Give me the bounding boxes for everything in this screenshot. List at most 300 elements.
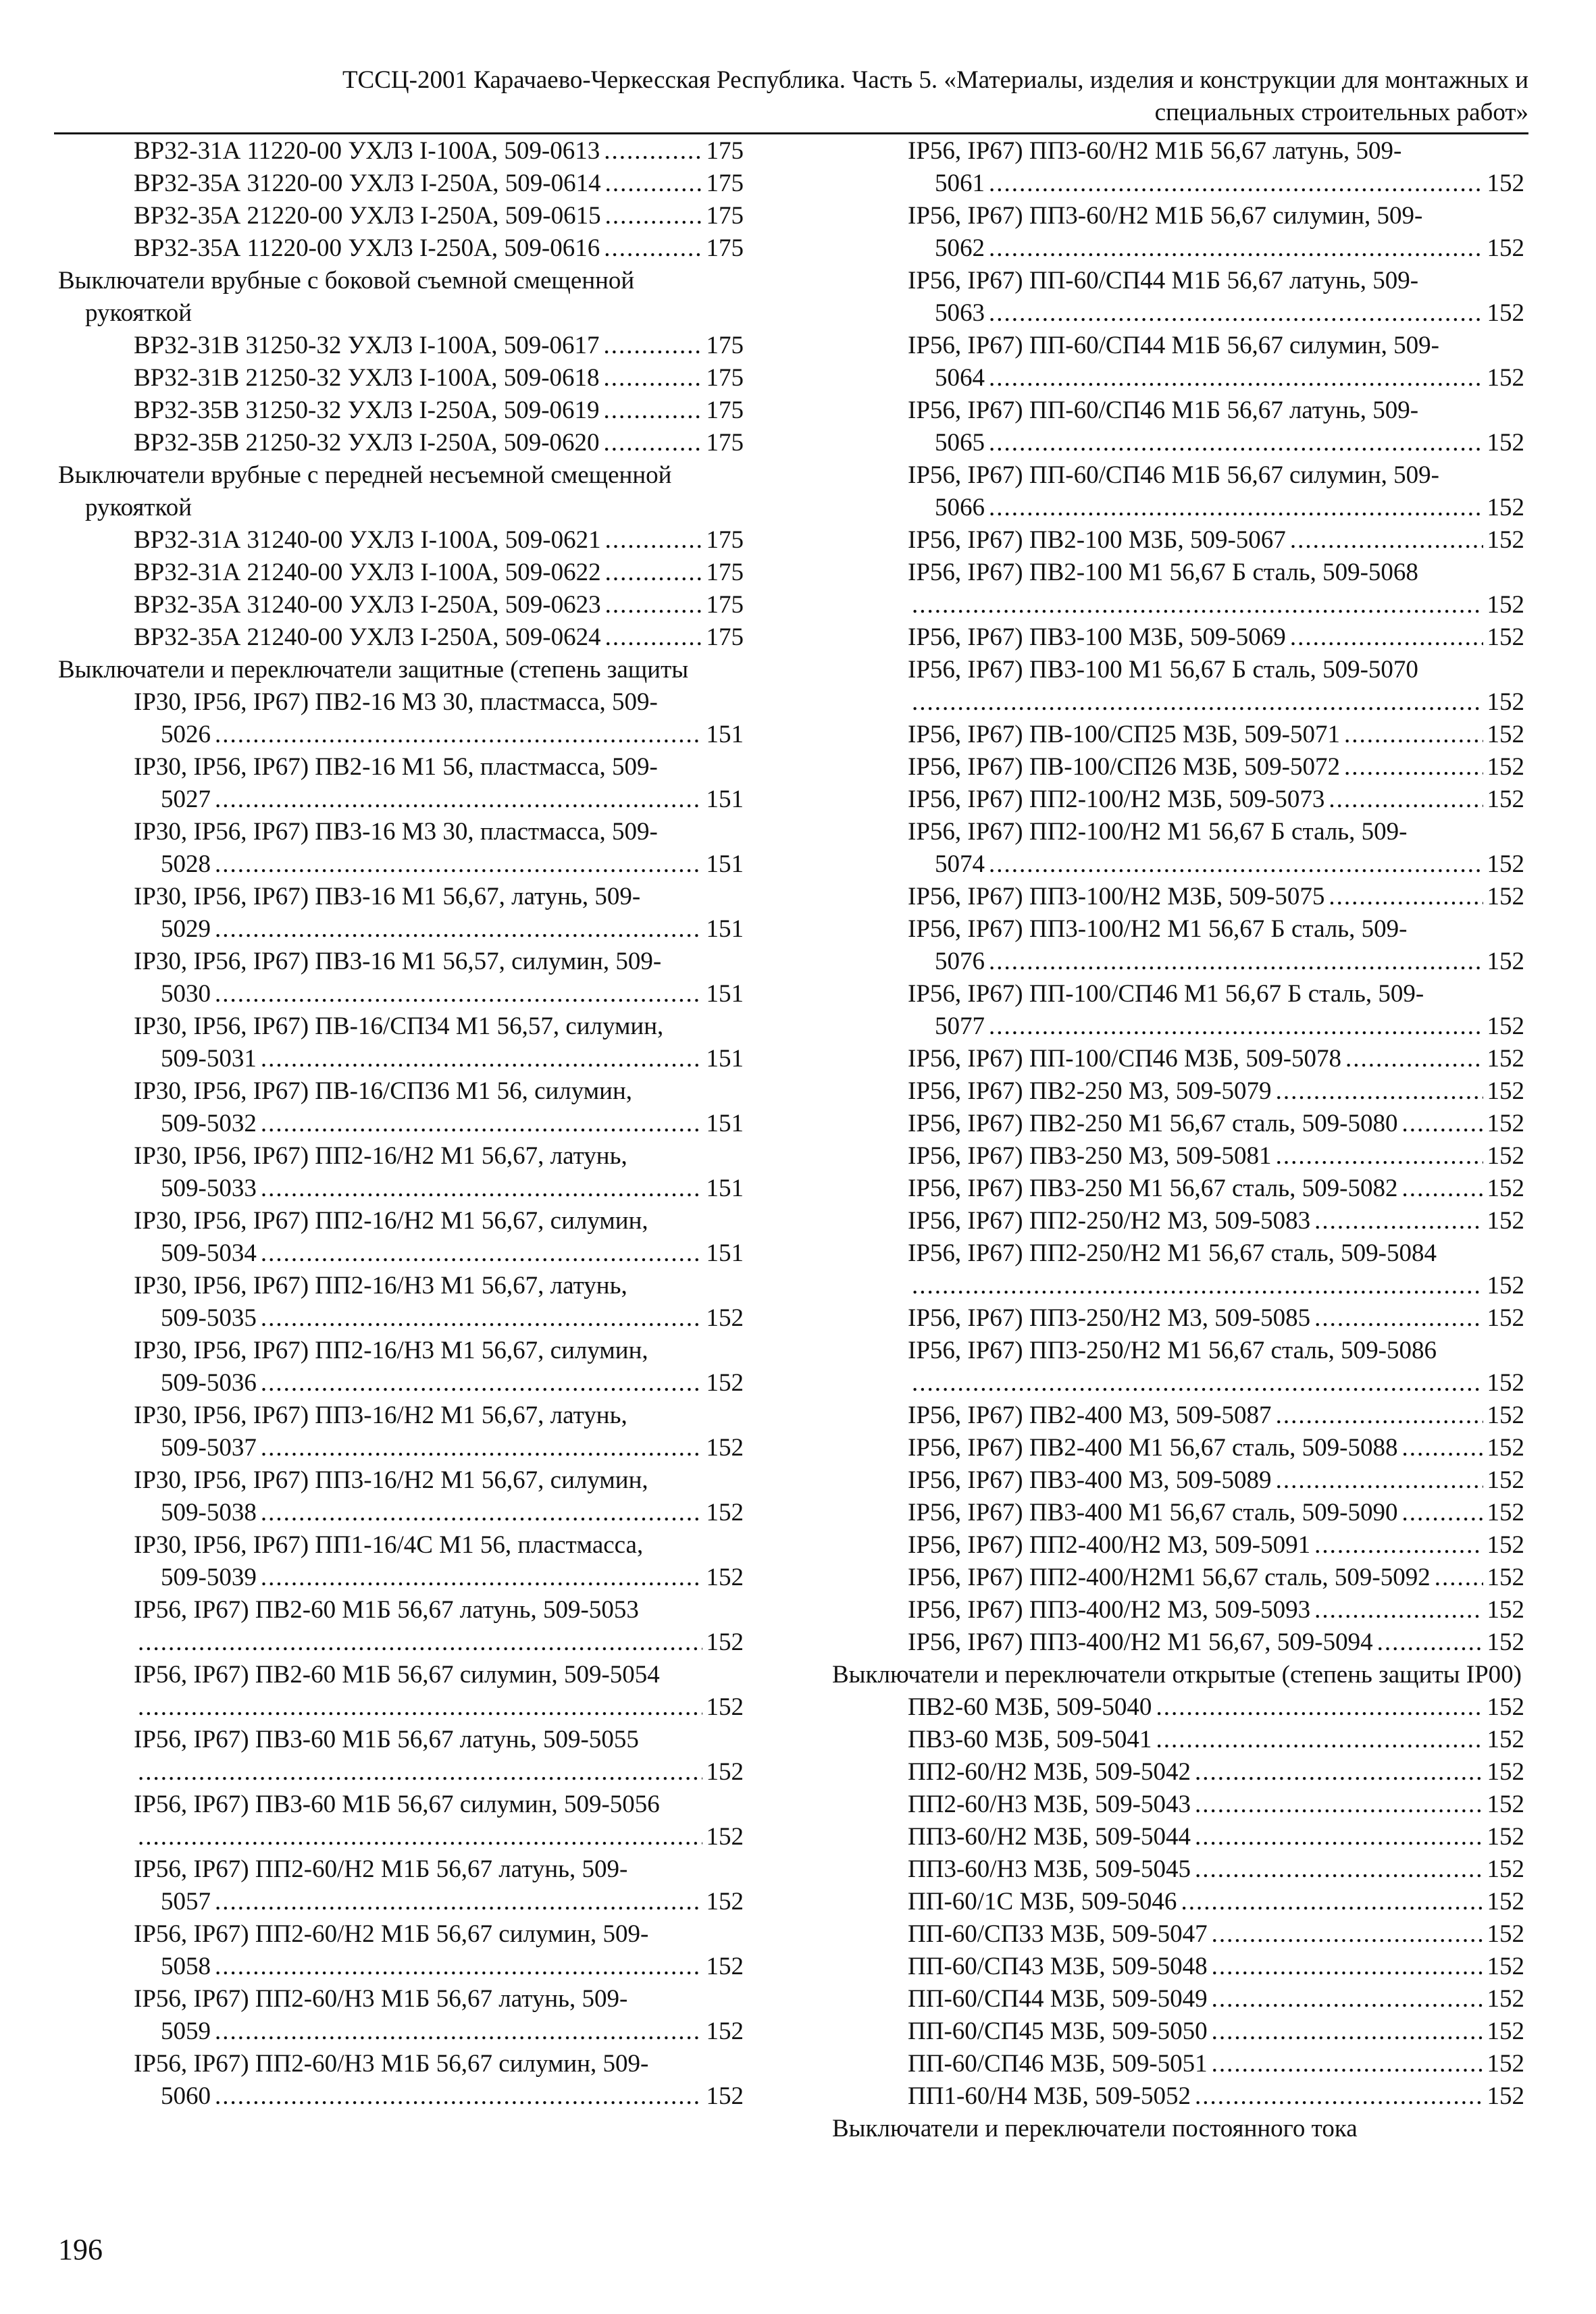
dot-leader [1377, 1626, 1483, 1659]
dot-leader [1290, 621, 1483, 654]
index-entry [58, 686, 744, 751]
index-entry [832, 1724, 1524, 1756]
index-entry-text: ВР32-35А 11220-00 УХЛ3 I-250А, 509-0616 [134, 234, 600, 262]
page-reference: 151 [706, 915, 744, 943]
index-entry [832, 1756, 1524, 1789]
index-entry-text: IP56, IP67) ПП-60/СП44 М1Б 56,67 латунь, 509- [908, 267, 1419, 294]
dot-leader [1344, 751, 1483, 783]
dot-leader [605, 621, 702, 654]
dot-leader [1181, 1886, 1483, 1918]
index-entry-text: IP30, IP56, IP67) ПВ2-16 М3 30, пластмасса, 509- [134, 688, 658, 716]
index-entry [58, 1010, 744, 1075]
page-reference: 152 [1487, 1953, 1524, 1980]
index-entry [832, 621, 1524, 654]
page-reference: 175 [706, 332, 744, 359]
index-entry-text: IP56, IP67) ПП-60/СП46 М1Б 56,67 силумин, 509- [908, 461, 1439, 489]
page-reference: 152 [1487, 1012, 1524, 1040]
page-reference: 152 [1487, 429, 1524, 457]
index-entry-line [908, 1205, 1524, 1237]
index-entry [832, 557, 1524, 621]
index-entry-text: IP56, IP67) ПВ2-60 М1Б 56,67 силумин, 509-5054 [134, 1661, 660, 1689]
index-entry-text: IP30, IP56, IP67) ПП2-16/Н2 М1 56,67, силумин, [134, 1207, 648, 1235]
index-entry [832, 1821, 1524, 1853]
page-reference: 152 [1487, 526, 1524, 554]
page-reference: 152 [1487, 753, 1524, 781]
index-entry-line [908, 1302, 1524, 1335]
index-entry-text: ВР32-31В 31250-32 УХЛ3 I-100А, 509-0617 [134, 332, 600, 359]
index-entry-text: ВР32-35В 31250-32 УХЛ3 I-250А, 509-0619 [134, 396, 600, 424]
index-entry [58, 524, 744, 557]
index-entry-line [908, 719, 1524, 751]
index-entry [832, 881, 1524, 913]
page-reference: 152 [706, 1758, 744, 1786]
index-entry [58, 557, 744, 589]
index-entry-text: IP56, IP67) ПВ3-60 М1Б 56,67 латунь, 509-5055 [134, 1726, 639, 1753]
index-entry-text: 5060 [161, 2082, 211, 2110]
dot-leader [1276, 1140, 1483, 1173]
index-entry [58, 816, 744, 881]
index-entry-line [908, 1853, 1524, 1886]
index-entry [832, 1399, 1524, 1432]
index-entry [58, 589, 744, 621]
dot-leader [604, 330, 702, 362]
page-reference: 175 [706, 429, 744, 457]
index-entry-text: ВР32-31А 11220-00 УХЛ3 I-100А, 509-0613 [134, 137, 600, 165]
index-entry-text: IP56, IP67) ПП2-100/Н2 М1 56,67 Б сталь, 509- [908, 818, 1408, 846]
index-entry-line [908, 1173, 1524, 1205]
dot-leader [1212, 1983, 1483, 2015]
index-entry [832, 783, 1524, 816]
index-entry [832, 394, 1524, 459]
index-entry-text: ПП-60/СП45 М3Б, 509-5050 [908, 2017, 1208, 2045]
index-entry [58, 394, 744, 427]
dot-leader [604, 427, 702, 459]
dot-leader [1435, 1562, 1483, 1594]
page-reference: 152 [706, 1369, 744, 1397]
index-entry [58, 1918, 744, 1983]
running-header-line-2: специальных строительных работ» [1154, 99, 1528, 126]
index-entry-line [908, 1140, 1524, 1173]
index-entry-line [908, 1821, 1524, 1853]
index-entry [832, 1626, 1524, 1659]
index-entry [58, 362, 744, 394]
index-entry-line [134, 2080, 744, 2113]
index-entry-line [134, 1497, 744, 1529]
dot-leader [604, 362, 702, 394]
index-entry [832, 1497, 1524, 1529]
index-entry [58, 1529, 744, 1594]
dot-leader [215, 913, 702, 946]
index-entry-line [134, 621, 744, 654]
page-reference: 152 [1487, 1823, 1524, 1851]
index-entry-line [908, 2015, 1524, 2048]
index-entry-line [134, 719, 744, 751]
index-entry-line [908, 1270, 1524, 1302]
dot-leader [1195, 1756, 1483, 1789]
page-reference: 152 [1487, 1142, 1524, 1170]
page-reference: 151 [706, 1175, 744, 1202]
index-entry-text: ПП-60/1С М3Б, 509-5046 [908, 1888, 1177, 1916]
index-entry-line [908, 751, 1524, 783]
page-reference: 175 [706, 202, 744, 230]
index-entry-line [134, 783, 744, 816]
index-entry [832, 719, 1524, 751]
dot-leader [1401, 1108, 1483, 1140]
dot-leader [215, 719, 702, 751]
index-entry-text: ВР32-35В 21250-32 УХЛ3 I-250А, 509-0620 [134, 429, 600, 457]
page-reference: 152 [1487, 494, 1524, 521]
index-entry-line [908, 783, 1524, 816]
index-entry [832, 654, 1524, 719]
index-entry-text: IP56, IP67) ПП-100/СП46 М3Б, 509-5078 [908, 1045, 1342, 1073]
index-entry-text: IP30, IP56, IP67) ПП2-16/Н3 М1 56,67, силумин, [134, 1337, 648, 1364]
index-entry [832, 1529, 1524, 1562]
index-entry-text: 5029 [161, 915, 211, 943]
index-entry-text: IP56, IP67) ПП-60/СП46 М1Б 56,67 латунь, 509- [908, 396, 1419, 424]
page-reference: 152 [1487, 1499, 1524, 1526]
index-entry-text: 509-5038 [161, 1499, 257, 1526]
dot-leader [605, 524, 702, 557]
index-entry [832, 1205, 1524, 1237]
index-entry-text: IP56, IP67) ПВ2-250 М1 56,67 сталь, 509-5080 [908, 1110, 1398, 1137]
page-reference: 152 [1487, 2082, 1524, 2110]
page-reference: 152 [1487, 1466, 1524, 1494]
page-reference: 175 [706, 234, 744, 262]
index-entry-text: 509-5034 [161, 1239, 257, 1267]
index-entry [832, 751, 1524, 783]
index-entry-text: 509-5032 [161, 1110, 257, 1137]
index-entry [58, 1659, 744, 1724]
page-reference: 152 [1487, 1077, 1524, 1105]
page-reference: 152 [1487, 623, 1524, 651]
dot-leader [912, 589, 1483, 621]
index-entry-text: ПП-60/СП33 М3Б, 509-5047 [908, 1920, 1208, 1948]
page-reference: 175 [706, 623, 744, 651]
dot-leader [215, 783, 702, 816]
index-entry-line [908, 621, 1524, 654]
index-entry-text: ПП-60/СП44 М3Б, 509-5049 [908, 1985, 1208, 2013]
index-entry [832, 1302, 1524, 1335]
page-reference: 152 [706, 1499, 744, 1526]
page-reference: 152 [1487, 1045, 1524, 1073]
index-entry [832, 2048, 1524, 2080]
dot-leader [138, 1691, 702, 1724]
index-column-left [58, 135, 744, 2113]
dot-leader [261, 1562, 702, 1594]
index-entry-text: 5030 [161, 980, 211, 1008]
page-reference: 151 [706, 1045, 744, 1073]
index-entry-text: 509-5031 [161, 1045, 257, 1073]
index-entry-text: IP56, IP67) ПП-100/СП46 М1 56,67 Б сталь, 509- [908, 980, 1424, 1008]
index-entry [832, 330, 1524, 394]
index-entry-text: IP56, IP67) ПП2-400/Н2М1 56,67 сталь, 509-5092 [908, 1564, 1431, 1591]
dot-leader [1212, 1951, 1483, 1983]
page-reference: 175 [706, 559, 744, 586]
index-entry-text: ПП1-60/Н4 М3Б, 509-5052 [908, 2082, 1191, 2110]
page-reference: 152 [1487, 1175, 1524, 1202]
index-entry-line [908, 1562, 1524, 1594]
dot-leader [605, 557, 702, 589]
page-reference: 152 [706, 1628, 744, 1656]
index-entry-text: IP30, IP56, IP67) ПВ-16/СП36 М1 56, силумин, [134, 1077, 633, 1105]
index-entry [58, 1335, 744, 1399]
index-entry-line [134, 200, 744, 232]
index-entry-line [908, 1691, 1524, 1724]
dot-leader [1276, 1464, 1483, 1497]
index-entry-text: IP56, IP67) ПВ3-100 М1 56,67 Б сталь, 509-5070 [908, 656, 1418, 684]
index-entry-text: 5063 [935, 299, 985, 327]
page-reference: 152 [1487, 786, 1524, 813]
index-entry-text: IP30, IP56, IP67) ПВ3-16 М1 56,67, латунь, 509- [134, 883, 641, 910]
dot-leader [989, 362, 1483, 394]
index-entry-line [134, 524, 744, 557]
index-entry-line [908, 1108, 1524, 1140]
index-entry-line [908, 1626, 1524, 1659]
page-reference: 152 [1487, 1110, 1524, 1137]
dot-leader [1195, 1821, 1483, 1853]
dot-leader [1212, 2015, 1483, 2048]
page-number: 196 [58, 2233, 103, 2266]
index-entry [832, 1075, 1524, 1108]
index-entry-text: ВР32-35А 31240-00 УХЛ3 I-250А, 509-0623 [134, 591, 601, 619]
dot-leader [1195, 2080, 1483, 2113]
index-entry-text: IP56, IP67) ПВ3-400 М3, 509-5089 [908, 1466, 1272, 1494]
index-entry-line [134, 232, 744, 265]
dot-leader [215, 848, 702, 881]
index-entry-line [134, 1821, 744, 1853]
index-entry-text: ПП2-60/Н3 М3Б, 509-5043 [908, 1791, 1191, 1818]
index-entry [832, 1464, 1524, 1497]
index-entry-line [908, 1497, 1524, 1529]
index-entry-text: IP56, IP67) ПП3-100/Н2 М1 56,67 Б сталь, 509- [908, 915, 1408, 943]
page-reference: 152 [1487, 1434, 1524, 1462]
index-entry-text: 5064 [935, 364, 985, 392]
index-entry-text: IP56, IP67) ПП2-250/Н2 М1 56,67 сталь, 509-5084 [908, 1239, 1437, 1267]
index-entry [832, 1951, 1524, 1983]
page-reference: 152 [1487, 688, 1524, 716]
dot-leader [261, 1237, 702, 1270]
index-entry-text: IP56, IP67) ПП2-400/Н2 М3, 509-5091 [908, 1531, 1311, 1559]
page-reference: 152 [1487, 299, 1524, 327]
index-entry-text: IP56, IP67) ПП2-100/Н2 М3Б, 509-5073 [908, 786, 1325, 813]
dot-leader [1314, 1205, 1483, 1237]
index-entry-line [908, 362, 1524, 394]
index-column-right [832, 135, 1524, 2145]
index-heading: Выключатели врубные с боковой съемной смещенной рукояткой [58, 267, 635, 327]
page-reference: 151 [706, 786, 744, 813]
index-entry-text: IP56, IP67) ПП3-400/Н2 М1 56,67, 509-5094 [908, 1628, 1373, 1656]
index-entry-text: ПП3-60/Н3 М3Б, 509-5045 [908, 1855, 1191, 1883]
index-entry-line [134, 1043, 744, 1075]
dot-leader [1345, 1043, 1483, 1075]
index-entry [832, 1983, 1524, 2015]
page-reference: 152 [1487, 1888, 1524, 1916]
index-entry-text: IP56, IP67) ПВ2-100 М1 56,67 Б сталь, 509-5068 [908, 559, 1418, 586]
index-entry-line [908, 1367, 1524, 1399]
dot-leader [1329, 881, 1483, 913]
index-entry-text: ВР32-31А 21240-00 УХЛ3 I-100А, 509-0622 [134, 559, 601, 586]
index-entry-line [134, 1302, 744, 1335]
index-entry-line [908, 1594, 1524, 1626]
page-reference: 152 [706, 1823, 744, 1851]
dot-leader [1290, 524, 1483, 557]
dot-leader [1276, 1075, 1483, 1108]
index-entry-text: IP30, IP56, IP67) ПП2-16/Н3 М1 56,67, латунь, [134, 1272, 627, 1300]
index-entry [58, 2048, 744, 2113]
page-reference: 152 [1487, 1628, 1524, 1656]
page-reference: 152 [706, 1304, 744, 1332]
dot-leader [1314, 1594, 1483, 1626]
running-header-line-1: ТССЦ-2001 Карачаево-Черкесская Республика. Часть 5. «Материалы, изделия и конструкции для монтажных и [342, 66, 1528, 94]
index-entry-line [134, 1626, 744, 1659]
page-reference: 152 [1487, 1758, 1524, 1786]
dot-leader [1329, 783, 1483, 816]
page-reference: 152 [1487, 1564, 1524, 1591]
dot-leader [215, 2015, 702, 2048]
index-entry-text: IP56, IP67) ПП2-60/Н2 М1Б 56,67 силумин, 509- [134, 1920, 649, 1948]
dot-leader [261, 1043, 702, 1075]
page-reference: 152 [1487, 948, 1524, 975]
dot-leader [261, 1367, 702, 1399]
index-entry-line [908, 848, 1524, 881]
index-entry [832, 1108, 1524, 1140]
page-reference: 175 [706, 526, 744, 554]
index-entry-text: 5076 [935, 948, 985, 975]
index-entry-text: IP56, IP67) ПВ2-60 М1Б 56,67 латунь, 509-5053 [134, 1596, 639, 1624]
dot-leader [261, 1108, 702, 1140]
index-entry [832, 1562, 1524, 1594]
index-entry-text: ВР32-35А 21220-00 УХЛ3 I-250А, 509-0615 [134, 202, 601, 230]
index-entry-text: IP56, IP67) ПВ2-250 М3, 509-5079 [908, 1077, 1272, 1105]
index-entry-text: 509-5039 [161, 1564, 257, 1591]
dot-leader [138, 1756, 702, 1789]
dot-leader [1314, 1302, 1483, 1335]
index-entry-line [134, 330, 744, 362]
dot-leader [1212, 2048, 1483, 2080]
dot-leader [989, 492, 1483, 524]
index-entry-text: ВР32-31В 21250-32 УХЛ3 I-100А, 509-0618 [134, 364, 600, 392]
index-entry-text: IP30, IP56, IP67) ПП1-16/4С М1 56, пластмасса, [134, 1531, 644, 1559]
index-entry-text: 5059 [161, 2017, 211, 2045]
index-entry-line [134, 1886, 744, 1918]
index-entry [832, 200, 1524, 265]
index-entry [58, 1464, 744, 1529]
dot-leader [1276, 1399, 1483, 1432]
index-entry-line [908, 946, 1524, 978]
index-entry-text: IP56, IP67) ПП-60/СП44 М1Б 56,67 силумин, 509- [908, 332, 1439, 359]
index-entry-text: IP30, IP56, IP67) ПВ3-16 М3 30, пластмасса, 509- [134, 818, 658, 846]
dot-leader [989, 297, 1483, 330]
dot-leader [215, 2080, 702, 2113]
index-entry-line [908, 427, 1524, 459]
index-entry [832, 1173, 1524, 1205]
index-entry [58, 1724, 744, 1789]
index-entry [832, 1140, 1524, 1173]
index-entry-line [134, 978, 744, 1010]
index-entry-line [908, 232, 1524, 265]
page-reference: 152 [706, 1888, 744, 1916]
index-entry-text: ПП-60/СП43 М3Б, 509-5048 [908, 1953, 1208, 1980]
index-entry [58, 751, 744, 816]
index-entry-line [908, 1886, 1524, 1918]
page-reference: 175 [706, 364, 744, 392]
page-reference: 151 [706, 1110, 744, 1137]
index-entry-text: IP30, IP56, IP67) ПВ-16/СП34 М1 56,57, силумин, [134, 1012, 664, 1040]
index-entry-text: IP56, IP67) ПВ3-100 М3Б, 509-5069 [908, 623, 1286, 651]
index-entry-line [908, 492, 1524, 524]
page-reference: 152 [706, 1564, 744, 1591]
index-entry [58, 330, 744, 362]
index-entry-text: 5077 [935, 1012, 985, 1040]
index-entry [58, 168, 744, 200]
index-entry-text: IP56, IP67) ПП3-60/Н2 М1Б 56,67 силумин, 509- [908, 202, 1423, 230]
page-reference: 151 [706, 850, 744, 878]
dot-leader [215, 1886, 702, 1918]
index-entry-line [134, 1432, 744, 1464]
index-entry [832, 524, 1524, 557]
dot-leader [989, 168, 1483, 200]
index-entry [832, 1789, 1524, 1821]
index-entry-text: 509-5037 [161, 1434, 257, 1462]
index-entry-text: IP30, IP56, IP67) ПВ2-16 М1 56, пластмасса, 509- [134, 753, 658, 781]
index-entry-text: 5026 [161, 721, 211, 748]
index-entry-line [908, 1951, 1524, 1983]
index-entry-text: 5074 [935, 850, 985, 878]
index-entry-line [908, 881, 1524, 913]
dot-leader [1401, 1173, 1483, 1205]
index-entry-line [908, 1756, 1524, 1789]
index-entry [58, 1399, 744, 1464]
index-entry-text: 5065 [935, 429, 985, 457]
index-entry-line [908, 2048, 1524, 2080]
page-reference: 152 [1487, 721, 1524, 748]
index-entry-text: ПП3-60/Н2 М3Б, 509-5044 [908, 1823, 1191, 1851]
index-entry-text: 509-5036 [161, 1369, 257, 1397]
index-entry-text: IP56, IP67) ПП3-100/Н2 М3Б, 509-5075 [908, 883, 1325, 910]
index-heading: Выключатели и переключатели защитные (степень защиты [58, 656, 689, 684]
page-reference: 152 [1487, 2017, 1524, 2045]
index-entry [58, 1270, 744, 1335]
index-entry-line [908, 1043, 1524, 1075]
index-entry [58, 1594, 744, 1659]
index-entry-text: IP56, IP67) ПВ3-250 М1 56,67 сталь, 509-5082 [908, 1175, 1398, 1202]
index-entry-text: IP56, IP67) ПП2-60/Н3 М1Б 56,67 силумин, 509- [134, 2050, 649, 2078]
index-entry-text: ПВ3-60 М3Б, 509-5041 [908, 1726, 1152, 1753]
index-entry-text: IP56, IP67) ПП2-250/Н2 М3, 509-5083 [908, 1207, 1311, 1235]
index-entry [58, 1075, 744, 1140]
page-reference: 152 [1487, 591, 1524, 619]
index-entry-line [908, 297, 1524, 330]
index-entry [832, 816, 1524, 881]
index-entry-text: 5058 [161, 1953, 211, 1980]
dot-leader [261, 1497, 702, 1529]
index-entry [58, 1205, 744, 1270]
index-entry-text: 5027 [161, 786, 211, 813]
page-reference: 151 [706, 721, 744, 748]
dot-leader [989, 232, 1483, 265]
index-entry [832, 1432, 1524, 1464]
index-entry [832, 135, 1524, 200]
dot-leader [912, 686, 1483, 719]
index-entry-text: IP56, IP67) ПВ3-60 М1Б 56,67 силумин, 509-5056 [134, 1791, 660, 1818]
dot-leader [912, 1367, 1483, 1399]
index-entry-text: 5061 [935, 170, 985, 197]
index-entry-text: ВР32-35А 21240-00 УХЛ3 I-250А, 509-0624 [134, 623, 601, 651]
dot-leader [604, 394, 702, 427]
page-reference: 175 [706, 396, 744, 424]
page-reference: 152 [1487, 2050, 1524, 2078]
index-entry-text: IP56, IP67) ПВ-100/СП25 М3Б, 509-5071 [908, 721, 1340, 748]
